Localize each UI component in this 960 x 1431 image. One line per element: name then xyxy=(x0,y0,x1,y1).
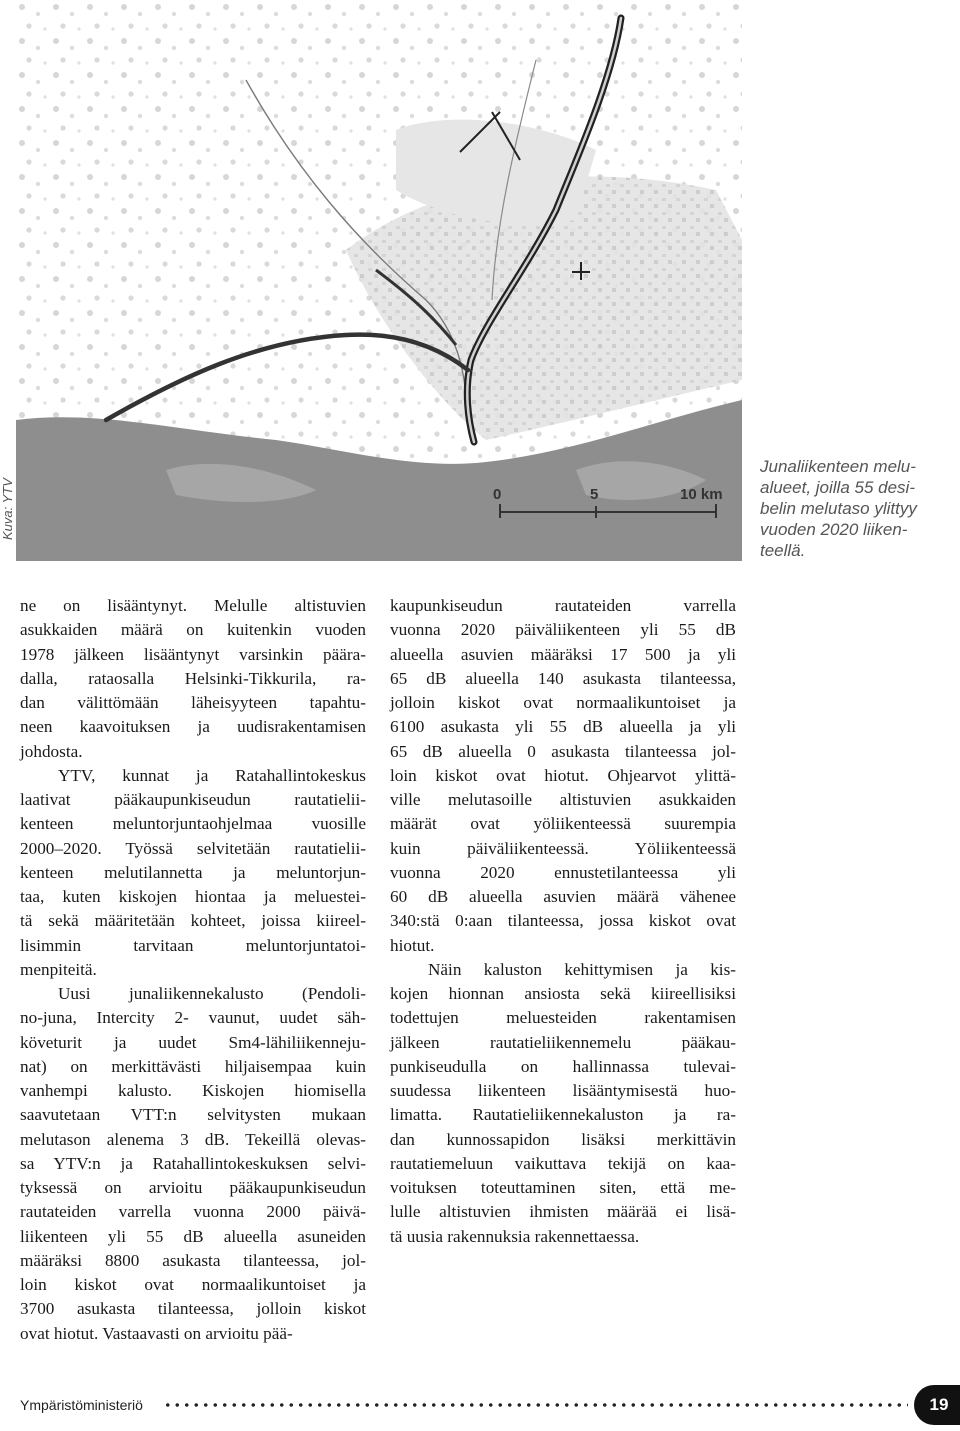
right-text-column xyxy=(390,594,736,1249)
text-line: no-juna, Intercity 2- vaunut, uudet säh- xyxy=(20,1008,366,1028)
text-line: vuonna 2020 ennustetilanteessa yli xyxy=(390,862,736,882)
text-line: ovat hiotut. Vastaavasti on arvioitu pää- xyxy=(20,1323,293,1343)
text-line: dan välittömään läheisyyteen tapahtu- xyxy=(20,693,366,712)
text-line: menpiteitä. xyxy=(20,959,97,979)
text-line: loin kiskot ovat normaalikuntoiset ja xyxy=(20,1275,366,1294)
paragraph xyxy=(20,982,366,1346)
caption-line: alueet, joilla 55 desi- xyxy=(760,478,915,497)
text-line: kojen hionnan ansiosta sekä kiireellisiksi xyxy=(390,984,736,1003)
paragraph xyxy=(390,594,736,958)
text-line: johdosta. xyxy=(20,741,83,761)
text-line: 60 dB alueella asuvien määrä vähenee xyxy=(390,887,736,906)
paragraph xyxy=(390,958,736,1249)
caption-line: vuoden 2020 liiken- xyxy=(760,520,908,539)
text-line: punkiseudulla on hallinnassa tulevai- xyxy=(390,1056,736,1076)
caption-line: Junaliikenteen melu- xyxy=(760,457,916,476)
text-line: dalla, rataosalla Helsinki-Tikkurila, ra- xyxy=(20,668,366,688)
text-line: tä uusia rakennuksia rakennettaessa. xyxy=(390,1226,640,1246)
text-line: 6100 asukasta yli 55 dB alueella ja yli xyxy=(390,717,736,737)
text-line: jolloin kiskot ovat normaalikuntoiset ja xyxy=(390,693,736,712)
text-line: 1978 jälkeen lisääntynyt varsinkin päära- xyxy=(20,644,366,664)
text-line: követurit ja uudet Sm4-lähiliikenneju- xyxy=(20,1032,366,1052)
text-line: ville melutasoille altistuvien asukkaiden xyxy=(390,790,736,809)
scale-label-0: 0 xyxy=(493,486,502,503)
text-line: lulle altistuvien ihmisten määrää ei lisä- xyxy=(390,1202,736,1222)
text-line: hiotut. xyxy=(390,935,435,955)
text-line: nat) on merkittävästi hiljaisempaa kuin xyxy=(20,1056,366,1076)
text-line: laativat pääkaupunkiseudun rautatielii- xyxy=(20,790,366,809)
text-line: tä sekä määritetään kohteet, joissa kiireel- xyxy=(20,911,366,931)
text-line: voituksen toteuttaminen siten, että me- xyxy=(390,1178,736,1197)
text-line: 65 dB alueella 0 asukasta tilanteessa jol- xyxy=(390,741,736,761)
text-line: 3700 asukasta tilanteessa, jolloin kiskot xyxy=(20,1299,366,1319)
text-line: määräksi 8800 asukasta tilanteessa, jol- xyxy=(20,1250,366,1270)
dotted-leader xyxy=(163,1398,908,1412)
text-line: melutason alenema 3 dB. Tekeillä olevas- xyxy=(20,1129,366,1149)
photo-credit: Kuva: YTV xyxy=(0,478,15,540)
publisher-name: Ympäristöministeriö xyxy=(20,1397,143,1413)
text-line: rautateiden varrella vuonna 2000 päivä- xyxy=(20,1202,366,1222)
figure-caption xyxy=(760,456,950,561)
scale-label-10: 10 km xyxy=(680,486,723,503)
text-line: alueella asuvien määräksi 17 500 ja yli xyxy=(390,644,736,664)
text-line: YTV, kunnat ja Ratahallintokeskus xyxy=(58,765,366,785)
page-number: 19 xyxy=(914,1385,960,1425)
text-line: määrät ovat yöliikenteessä suurempia xyxy=(390,814,736,834)
text-line: sa YTV:n ja Ratahallintokeskuksen selvi- xyxy=(20,1153,366,1173)
text-line: loin kiskot ovat hiotut. Ohjearvot ylittä- xyxy=(390,765,736,785)
caption-line: teellä. xyxy=(760,541,806,560)
text-line: limatta. Rautatieliikennekaluston ja ra- xyxy=(390,1105,736,1125)
left-text-column xyxy=(20,594,366,1346)
text-line: suudessa liikenteen lisääntymisestä huo- xyxy=(390,1081,736,1100)
text-line: rautatiemeluun vaikuttava tekijä on kaa- xyxy=(390,1153,736,1173)
text-line: 65 dB alueella 140 asukasta tilanteessa, xyxy=(390,668,736,688)
text-line: 340:stä 0:aan tilanteessa, jossa kiskot ovat xyxy=(390,911,736,931)
text-line: kuin päiväliikenteessä. Yöliikenteessä xyxy=(390,838,736,858)
text-line: ne on lisääntynyt. Melulle altistuvien xyxy=(20,596,366,615)
paragraph xyxy=(20,594,366,764)
text-line: todettujen meluesteiden rakentamisen xyxy=(390,1008,736,1028)
text-line: taa, kuten kiskojen hiontaa ja meluestei- xyxy=(20,887,366,906)
text-line: 2000–2020. Työssä selvitetään rautatielii- xyxy=(20,838,366,858)
text-line: kenteen meluntorjuntaohjelmaa vuosille xyxy=(20,814,366,834)
text-line: liikenteen yli 55 dB alueella asuneiden xyxy=(20,1226,366,1246)
text-line: vuonna 2020 päiväliikenteen yli 55 dB xyxy=(390,620,736,640)
text-line: asukkaiden määrä on kuitenkin vuoden xyxy=(20,620,366,640)
text-line: vanhempi kalusto. Kiskojen hiomisella xyxy=(20,1081,366,1100)
paragraph xyxy=(20,764,366,982)
text-line: Uusi junaliikennekalusto (Pendoli- xyxy=(58,984,366,1003)
text-line: tyksessä on arvioitu pääkaupunkiseudun xyxy=(20,1178,366,1197)
text-line: lisimmin tarvitaan meluntorjuntatoi- xyxy=(20,935,366,955)
text-line: jälkeen rautatieliikennemelu pääkau- xyxy=(390,1032,736,1052)
text-line: dan kunnossapidon lisäksi merkittävin xyxy=(390,1129,736,1149)
caption-line: belin melutaso ylittyy xyxy=(760,499,917,518)
text-line: saavutetaan VTT:n selvitysten mukaan xyxy=(20,1105,366,1125)
text-line: Näin kaluston kehittymisen ja kis- xyxy=(428,959,736,979)
noise-zone-map xyxy=(16,0,742,561)
text-line: neen kaavoituksen ja uudisrakentamisen xyxy=(20,717,366,737)
scale-label-5: 5 xyxy=(590,486,599,503)
text-line: kenteen melutilannetta ja meluntorjun- xyxy=(20,862,366,882)
text-line: kaupunkiseudun rautateiden varrella xyxy=(390,596,736,615)
